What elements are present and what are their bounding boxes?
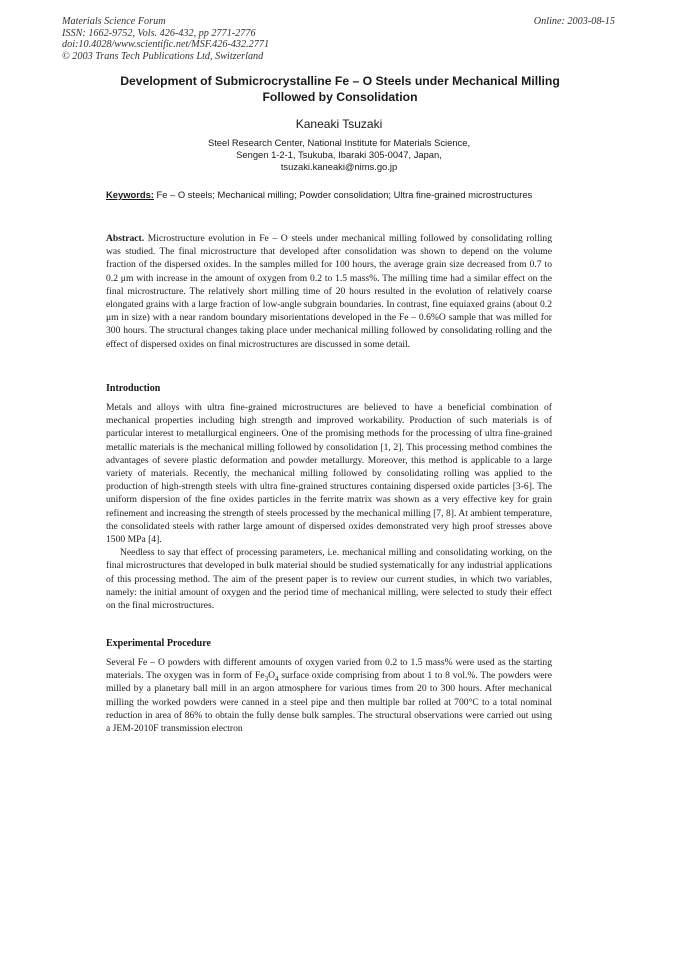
experimental-body: [106, 656, 552, 735]
issn-line: ISSN: 1662-9752, Vols. 426-432, pp 2771-2776: [62, 27, 256, 39]
introduction-heading: Introduction: [106, 383, 161, 394]
experimental-paragraph-1: Several Fe – O powders with different amounts of oxygen varied from 0.2 to 1.5 mass% were used as the starting materials. The oxygen was in form of $Fe_3O_4$ surface oxide comprising from about 1 to 8 vol.%. The powders were milled by a planetary ball mill in an argon atmosphere for various times from 20 to 300 hours. After mechanical milling the worked powders were canned in a steel pipe and then multiple bar rolled at 700°C to a total nominal reduction in area of 86% to obtain the fully dense bulk samples. The structural observations were carried out using a JEM-2010F transmission electron: [106, 657, 552, 735]
abstract: [106, 232, 552, 351]
introduction-paragraph-1: Metals and alloys with ultra fine-grained microstructures are believed to have a beneficial combination of mechanical properties including high strength and improved workability. Production of such materials is of particular interest to metallurgical engineers. One of the promising methods for the processing of ultra fine-grained metallic materials is the mechanical milling followed by consolidation [1, 2]. This processing method combines the advantages of severe plastic deformation and powder metallurgy. Moreover, this method is applicable to a large variety of materials. Recently, the mechanical milling followed by consolidating rolling was applied to the production of high-strength steels with ultra fine-grained structures containing dispersed oxide particles [3-6]. The uniform dispersion of the fine oxides particles in the ferrite matrix was shown as a very effective key for grain refinement and increasing the strength of steels processed by the mechanical milling [7, 8]. At ambient temperature, the consolidated steels with rather large amount of dispersed oxides demonstrated very high proof stresses above 1500 MPa [4].: [106, 402, 552, 546]
keywords-text: Fe – O steels; Mechanical milling; Powder consolidation; Ultra fine-grained microstructures: [156, 189, 533, 200]
affiliation-line-1: Steel Research Center, National Institute for Materials Science,: [207, 137, 471, 148]
keywords-label: Keywords:: [106, 189, 154, 200]
keywords: [106, 189, 551, 201]
doi-line[interactable]: doi:10.4028/www.scientific.net/MSF.426-432.2771: [62, 39, 270, 51]
introduction-paragraph-2: Needless to say that effect of processing parameters, i.e. mechanical milling and consolidating working, on the final microstructures that developed in bulk material should be studied systematically for any industrial applications of this processing method. The aim of the present paper is to review our current studies, in which two variables, namely: the initial amount of oxygen and the period time of mechanical milling, were selected to study their effect on the final microstructures.: [106, 547, 552, 612]
affiliation-line-2: Sengen 1-2-1, Tsukuba, Ibaraki 305-0047, Japan,: [236, 149, 442, 161]
copyright-line: © 2003 Trans Tech Publications Ltd, Switzerland: [62, 50, 264, 62]
journal-name: Materials Science Forum: [62, 16, 166, 27]
journal-header: [62, 16, 269, 62]
introduction-body: [106, 401, 552, 612]
affiliation: [150, 137, 528, 174]
abstract-label: Abstract.: [106, 233, 145, 244]
abstract-text: Microstructure evolution in Fe – O steels under mechanical milling followed by consolidating rolling was studied. The final microstructure that developed after consolidation was shown to depend on the volume fraction of the dispersed oxides. In the samples milled for 100 hours, the average grain size decreased from 0.7 to 0.2 μm with increase in the amount of oxygen from 0.2 to 1.5 mass%. The milling time had a similar effect on the final microstructure. The relatively short milling time of 20 hours resulted in the evolution of relatively coarse elongated grains with a large fraction of low-angle subgrain boundaries. In contrast, fine equiaxed grains (about 0.2 μm in size) with a near random boundary misorientations developed in the Fe – 0.6%O sample that was milled for 300 hours. The structural changes taking place under mechanical milling followed by consolidating rolling and the effect of dispersed oxides on final microstructures are discussed in some detail.: [106, 233, 553, 350]
online-date: Online: 2003-08-15: [533, 16, 615, 27]
author-email[interactable]: tsuzaki.kaneaki@nims.go.jp: [280, 161, 398, 173]
paper-title: Development of Submicrocrystalline Fe – O Steels under Mechanical Milling Followed by Consolidation: [120, 74, 560, 104]
author-name: Kaneaki Tsuzaki: [295, 117, 383, 131]
experimental-heading: Experimental Procedure: [106, 638, 211, 649]
